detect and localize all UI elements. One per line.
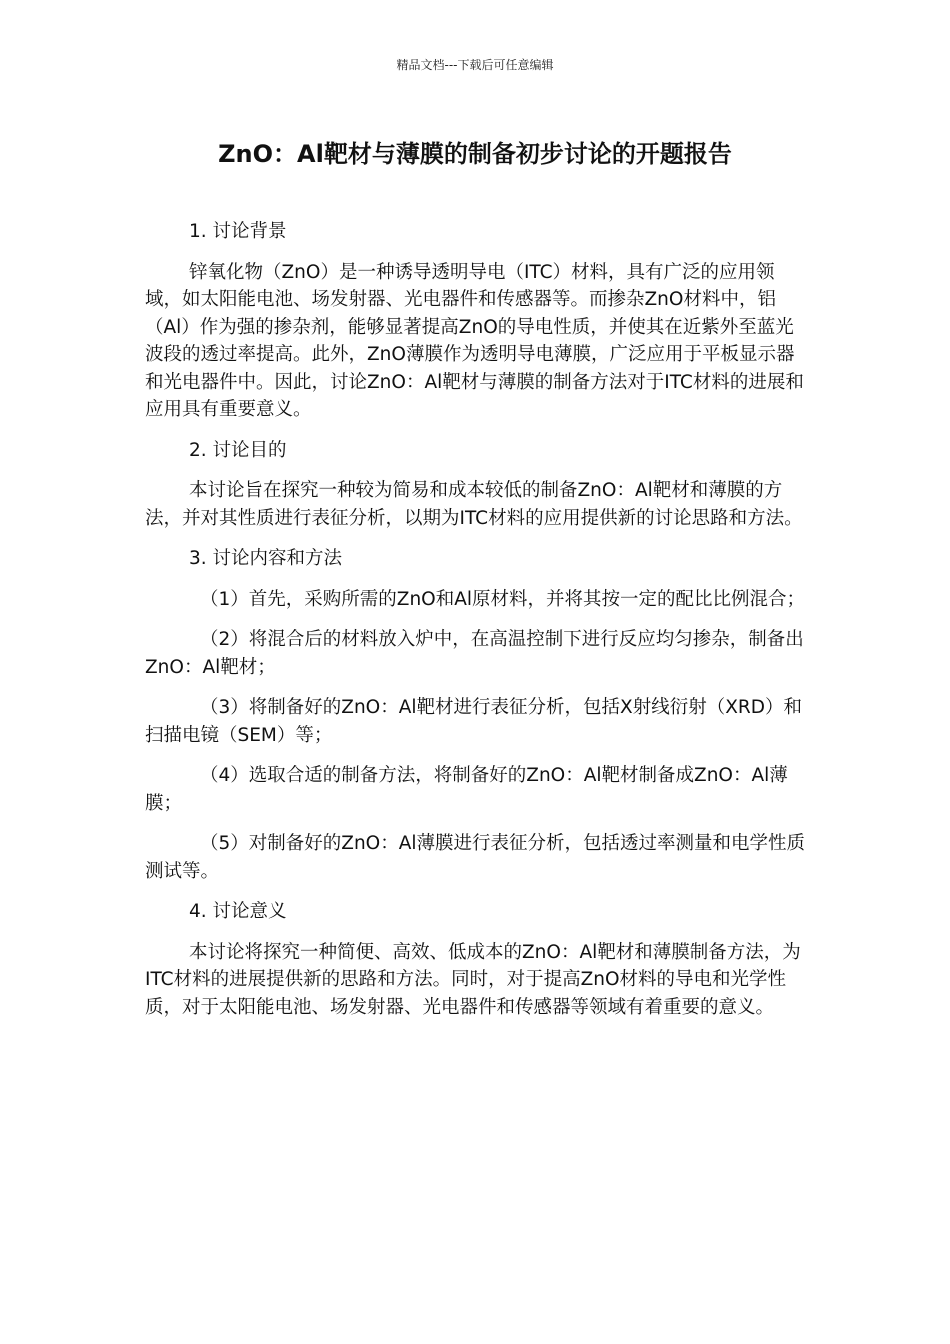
section-heading-methods: 3. 讨论内容和方法 <box>189 548 343 569</box>
document-body <box>145 218 810 1034</box>
method-step-2: （2）将混合后的材料放入炉中，在高温控制下进行反应均匀掺杂，制备出ZnO：Al靶材； <box>145 629 804 678</box>
section-paragraph-background: 锌氧化物（ZnO）是一种诱导透明导电（ITC）材料，具有广泛的应用领域，如太阳能电池、场发射器、光电器件和传感器等。而掺杂ZnO材料中，铝（Al）作为强的掺杂剂，能够显著提高ZnO的导电性质，并使其在近紫外至蓝光波段的透过率提高。此外，ZnO薄膜作为透明导电薄膜，广泛应用于平板显示器和光电器件中。因此，讨论ZnO：Al靶材与薄膜的制备方法对于ITC材料的进展和应用具有重要意义。 <box>145 261 804 420</box>
section-heading-significance: 4. 讨论意义 <box>189 901 287 922</box>
page-header: 精品文档---下载后可任意编辑 <box>396 58 554 72</box>
section-heading-purpose: 2. 讨论目的 <box>189 439 287 461</box>
document-title: ZnO：Al靶材与薄膜的制备初步讨论的开题报告 <box>218 140 732 168</box>
section-paragraph-significance: 本讨论将探究一种简便、高效、低成本的ZnO：Al靶材和薄膜制备方法，为ITC材料的进展提供新的思路和方法。同时，对于提高ZnO材料的导电和光学性质，对于太阳能电池、场发射器、光电器件和传感器等领域有着重要的意义。 <box>145 941 801 1018</box>
method-step-5: （5）对制备好的ZnO：Al薄膜进行表征分析，包括透过率测量和电学性质测试等。 <box>145 833 806 882</box>
method-step-4: （4）选取合适的制备方法，将制备好的ZnO：Al靶材制备成ZnO：Al薄膜； <box>145 765 788 814</box>
method-step-1: （1）首先，采购所需的ZnO和Al原材料，并将其按一定的配比比例混合； <box>200 588 806 610</box>
method-step-3: （3）将制备好的ZnO：Al靶材进行表征分析，包括X射线衍射（XRD）和扫描电镜（SEM）等； <box>145 697 802 746</box>
section-paragraph-purpose: 本讨论旨在探究一种较为简易和成本较低的制备ZnO：Al靶材和薄膜的方法，并对其性质进行表征分析，以期为ITC材料的应用提供新的讨论思路和方法。 <box>145 480 803 529</box>
section-heading-background: 1. 讨论背景 <box>189 221 287 242</box>
